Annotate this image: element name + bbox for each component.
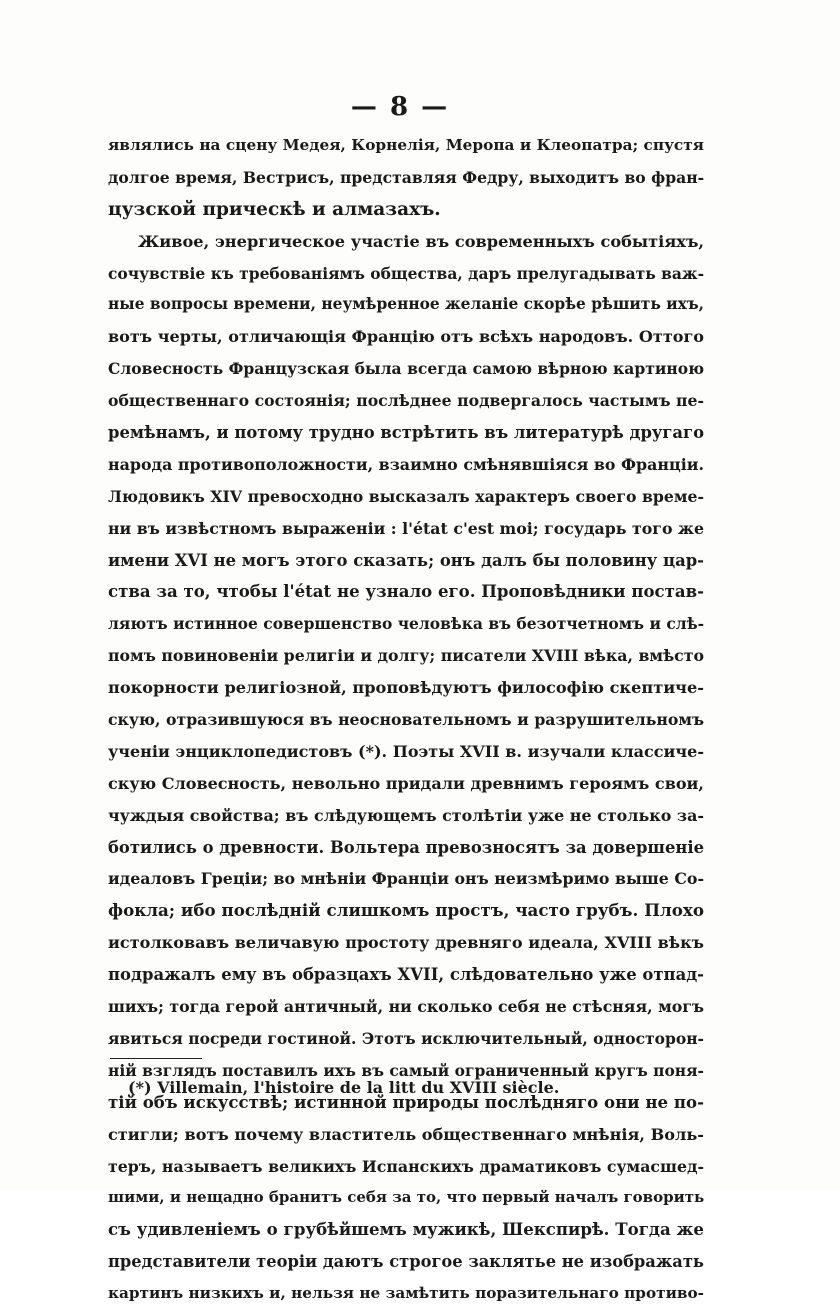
text-line: Людовикъ XIV превосходно высказалъ характеръ своего време- [108, 486, 704, 506]
text-line: помъ повиновеніи религіи и долгу; писатели XVIII вѣка, вмѣсто [108, 646, 704, 666]
text-line: шихъ; тогда герой античный, ни сколько себя не стѣсняя, могъ [108, 997, 704, 1017]
text-line: ные вопросы времени, неумѣренное желаніе скорѣе рѣшить ихъ, [108, 295, 704, 314]
text-line: скую, отразившуюся въ неосновательномъ и разрушительномъ [108, 710, 704, 730]
text-line: съ удивленіемъ о грубѣйшемъ мужикѣ, Шекспирѣ. Тогда же [108, 1219, 704, 1240]
text-line: покорности религіозной, проповѣдуютъ философію скептиче- [108, 678, 704, 698]
text-line: ученіи энциклопедистовъ (*). Поэты XVII в. изучали классиче- [108, 741, 704, 761]
text-line: тій объ искусствѣ; истинной природы послѣдняго они не по- [108, 1091, 704, 1112]
text-line: теръ, называетъ великихъ Испанскихъ драматиковъ сумасшед- [108, 1156, 704, 1176]
text-line: сочувствіе къ требованіямъ общества, даръ прелугадывать важ- [108, 263, 704, 283]
text-line: скую Словесность, невольно придали древнимъ героямъ свои, [108, 773, 704, 793]
page-number: — 8 — [350, 92, 450, 122]
text-line: долгое время, Вестрисъ, представляя Федру, выходитъ во фран- [108, 167, 705, 187]
text-line: стигли; вотъ почему властитель общественнаго мнѣнія, Воль- [108, 1124, 704, 1144]
text-line: народа противоположности, взаимно смѣнявшіяся во Франціи. [108, 454, 704, 474]
text-line: ляютъ истинное совершенство человѣка въ безотчетномъ и слѣ- [108, 614, 704, 634]
text-line: фокла; ибо послѣдній слишкомъ простъ, часто грубъ. Плохо [108, 900, 704, 921]
text-line: ства за то, чтобы l'état не узнало его. Проповѣдники постав- [108, 581, 704, 602]
text-line: ботились о древности. Вольтера превозносятъ за довершеніе [108, 837, 704, 857]
text-line: общественнаго состоянія; послѣднее подвергалось частымъ пе- [108, 391, 704, 411]
text-line: являлись на сцену Медея, Корнелія, Меропа и Клеопатра; спустя [108, 136, 704, 154]
text-line: ремѣнамъ, и потому трудно встрѣтить въ литературѣ другаго [108, 423, 704, 443]
text-line: ни въ извѣстномъ выраженіи : l'état c'est moi; государь того же [108, 518, 704, 538]
text-line: явиться посреди гостиной. Этотъ исключительный, односторон- [108, 1028, 704, 1048]
text-line: вотъ черты, отличающія Францію отъ всѣхъ народовъ. Оттого [108, 327, 704, 347]
text-line: идеаловъ Греціи; во мнѣніи Франціи онъ неизмѣримо выше Со- [108, 869, 704, 889]
text-line: цузской прическѣ и алмазахъ. [108, 198, 441, 220]
text-line: шими, и нещадно бранитъ себя за то, что первый началъ говорить [108, 1188, 705, 1207]
footnote: (*) Villemain, l'histoire de la litt du XVIII siècle. [128, 1078, 560, 1097]
text-line: истолковавъ величавую простоту древняго идеала, XVIII вѣкъ [108, 933, 704, 953]
text-line: Словесность Французская была всегда самою вѣрною картиною [108, 359, 704, 379]
text-line: представители теоріи даютъ строгое заклятье не изображать [108, 1252, 704, 1272]
text-line: подражалъ ему въ образцахъ XVII, слѣдовательно уже отпад- [108, 965, 704, 985]
text-line: имени XVI не могъ этого сказать; онъ далъ бы половину цар- [108, 550, 704, 570]
text-line: картинъ низкихъ и, нельзя не замѣтить поразительнаго противо- [108, 1284, 704, 1303]
text-line: Живое, энергическое участіе въ современныхъ событіяхъ, [138, 231, 704, 251]
text-line: чуждыя свойства; въ слѣдующемъ столѣтіи уже не столько за- [108, 805, 704, 825]
text-line: ній взглядъ поставилъ ихъ въ самый ограниченный кругъ поня- [108, 1060, 704, 1080]
body-text [108, 130, 704, 1310]
footnote-divider [110, 1058, 202, 1059]
